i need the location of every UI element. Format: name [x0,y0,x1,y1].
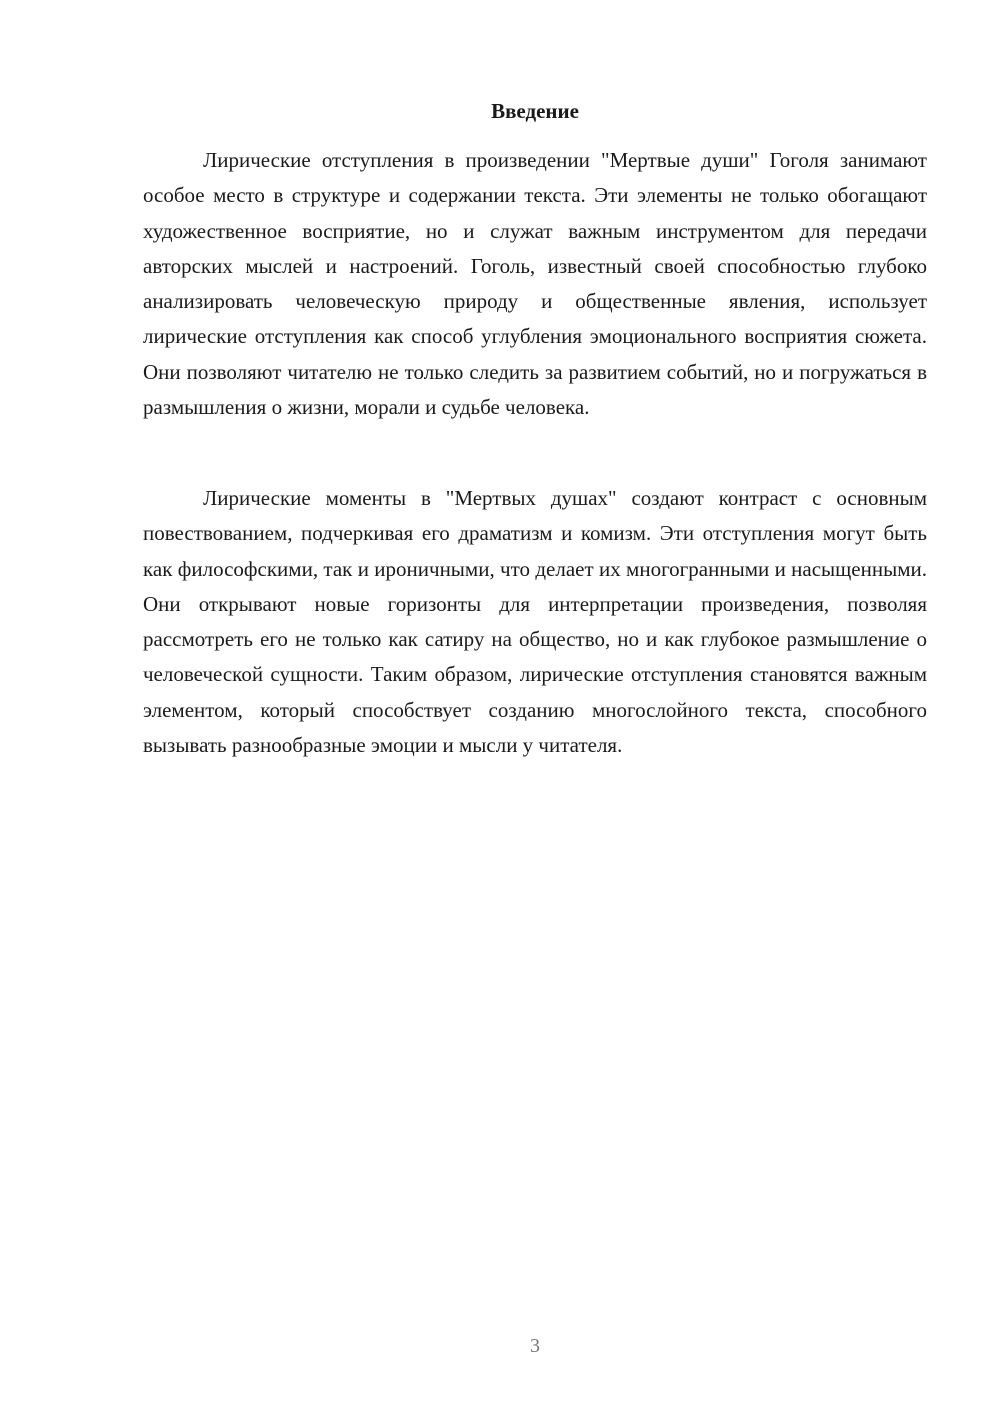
paragraph-2: Лирические моменты в "Мертвых душах" создают контраст с основным повествованием, подчеркивая его драматизм и комизм. Эти отступления могут быть как философскими, так и ироничными, что делает их многогранными и насыщенными. Они открывают новые горизонты для интерпретации произведения, позволяя рассмотреть его не только как сатиру на общество, но и как глубокое размышление о человеческой сущности. Таким образом, лирические отступления становятся важным элементом, который способствует созданию многослойного текста, способного вызывать разнообразные эмоции и мысли у читателя. [143,486,927,758]
section-heading: Введение [491,99,579,123]
page-number: 3 [530,1335,540,1357]
paragraph-1: Лирические отступления в произведении "Мертвые души" Гоголя занимают особое место в структуре и содержании текста. Эти элементы не только обогащают художественное восприятие, но и служат важным инструментом для передачи авторских мыслей и настроений. Гоголь, известный своей способностью глубоко анализировать человеческую природу и общественные явления, использует лирические отступления как способ углубления эмоционального восприятия сюжета. Они позволяют читателю не только следить за развитием событий, но и погружаться в размышления о жизни, морали и судьбе человека. [143,148,927,420]
